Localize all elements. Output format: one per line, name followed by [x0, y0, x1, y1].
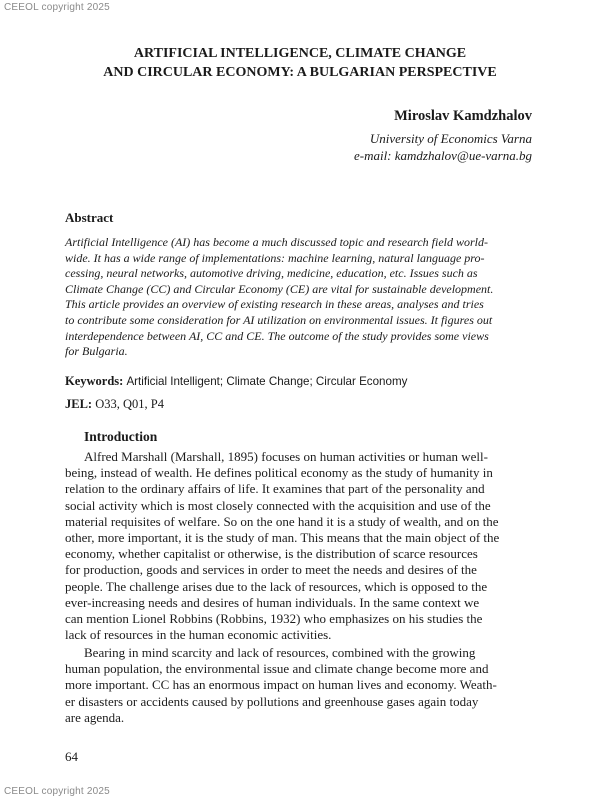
- keywords-value: Artificial Intelligent; Climate Change; Circular Economy: [126, 375, 408, 388]
- jel-value: O33, Q01, P4: [95, 397, 164, 411]
- paragraph-line: Alfred Marshall (Marshall, 1895) focuses on human activities or human well-: [84, 449, 488, 464]
- jel-label: JEL:: [65, 397, 93, 411]
- author-affiliation-block: [354, 130, 532, 164]
- keywords-line: [65, 373, 407, 390]
- abstract-line: to contribute some consideration for AI utilization on environmental issues. It figures out: [65, 312, 493, 327]
- paragraph-line: material requisites of welfare. So on the one hand it is a study of wealth, and on the: [65, 513, 499, 529]
- paragraph-line: people. The challenge arises due to the lack of resources, which is opposed to the: [65, 578, 488, 594]
- paragraph-line: being, instead of wealth. He defines political economy as the study of humanity in: [65, 465, 493, 481]
- title-line-2: AND CIRCULAR ECONOMY: A BULGARIAN PERSPECTIVE: [103, 65, 497, 80]
- author-email: e-mail: kamdzhalov@ue-varna.bg: [353, 148, 532, 163]
- paragraph-line: human population, the environmental issue and climate change become more and: [65, 661, 489, 677]
- paragraph-line: Bearing in mind scarcity and lack of resources, combined with the growing: [84, 645, 476, 660]
- abstract-body: [65, 235, 534, 360]
- introduction-paragraph-1: [65, 449, 534, 643]
- paragraph-line: other, more important, it is the study of man. This means that the main object of the: [65, 530, 500, 546]
- jel-line: [65, 396, 164, 412]
- paragraph-line: more important. CC has an enormous impact on human lives and economy. Weath-: [65, 677, 497, 693]
- paragraph-line: er disasters or accidents caused by pollutions and greenhouse gases again today: [65, 693, 479, 709]
- abstract-line: Artificial Intelligence (AI) has become a much discussed topic and research field world-: [65, 235, 489, 249]
- abstract-line: wide. It has a wide range of implementations: machine learning, natural language pro-: [65, 250, 485, 265]
- paragraph-line: lack of resources in the human economic activities.: [65, 627, 332, 643]
- abstract-line: cessing, neural networks, automotive driving, medicine, education, etc. Issues such as: [65, 266, 478, 281]
- author-affiliation: University of Economics Varna: [369, 131, 532, 146]
- paragraph-line: ever-increasing needs and desires of human individuals. In the same context we: [65, 594, 480, 610]
- introduction-paragraph-2: [65, 645, 534, 726]
- abstract-line: for Bulgaria.: [65, 344, 128, 359]
- abstract-line: interdependence between AI, CC and CE. The outcome of the study provides some views: [65, 328, 489, 343]
- copyright-watermark-top: CEEOL copyright 2025: [4, 2, 110, 13]
- author-name: Miroslav Kamdzhalov: [394, 108, 532, 124]
- paragraph-line: for production, goods and services in order to meet the needs and desires of the: [65, 562, 477, 578]
- paragraph-line: can mention Lionel Robbins (Robbins, 1932) who emphasizes on his studies the: [65, 611, 483, 627]
- abstract-line: This article provides an overview of existing research in these areas, analyses and tries: [65, 297, 484, 312]
- abstract-heading: Abstract: [65, 210, 114, 225]
- introduction-heading: Introduction: [84, 429, 158, 444]
- paragraph-line: relation to the ordinary affairs of life. It examines that part of the personality and: [65, 481, 485, 497]
- copyright-watermark-bottom: CEEOL copyright 2025: [4, 786, 110, 797]
- abstract-line: Climate Change (CC) and Circular Economy (CE) are vital for sustainable development.: [65, 281, 494, 296]
- paragraph-line: are agenda.: [65, 709, 125, 725]
- paragraph-line: social activity which is most closely connected with the acquisition and use of the: [65, 497, 491, 513]
- page-number: 64: [65, 749, 78, 764]
- title-line-1: ARTIFICIAL INTELLIGENCE, CLIMATE CHANGE: [133, 46, 467, 61]
- paper-title: [0, 44, 600, 82]
- paragraph-line: economy, whether capitalist or otherwise, is the distribution of scarce resources: [65, 546, 478, 562]
- keywords-label: Keywords:: [65, 374, 124, 388]
